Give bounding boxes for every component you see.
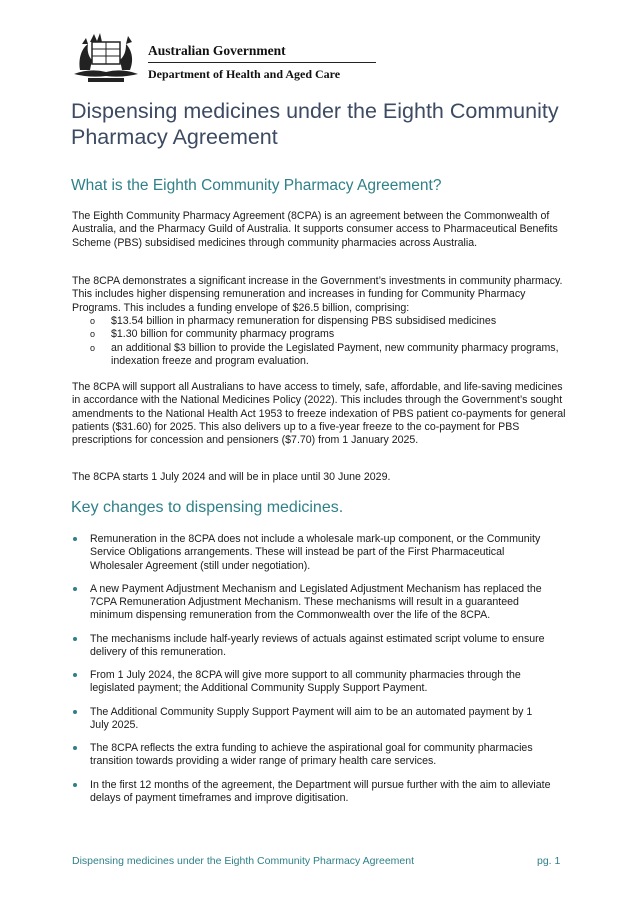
list-item: o an additional $3 billion to provide the Legislated Payment, new community pharmacy programs, indexation freeze and program evaluation.: [90, 341, 559, 367]
paragraph-intro: The Eighth Community Pharmacy Agreement (8CPA) is an agreement between the Commonwealth of Australia, and the Pharmacy Guild of Australia. It supports consumer access to Pharmaceutical Benefits Scheme (PBS) subsidised medicines through community pharmacies across Australia.: [72, 210, 558, 249]
paragraph-dates: The 8CPA starts 1 July 2024 and will be in place until 30 June 2029.: [72, 471, 391, 483]
section-heading-what-is: What is the Eighth Community Pharmacy Agreement?: [71, 177, 442, 194]
bullet-icon: [73, 673, 77, 677]
paragraph-access: The 8CPA will support all Australians to have access to timely, safe, affordable, and life-saving medicines in accordance with the National Medicines Policy (2022). This includes through the Government’s sought amendments to the National Health Act 1953 to freeze indexation of PBS patient co-payments for general patients ($31.60) for 2025. This also delivers up to a five-year freeze to the co-payment for PBS prescriptions for concession and pensioners ($7.70) from 1 January 2025.: [72, 381, 566, 447]
funding-list: [90, 315, 560, 368]
footer-title: Dispensing medicines under the Eighth Community Pharmacy Agreement: [72, 855, 415, 867]
hollow-bullet-icon: o: [90, 316, 96, 326]
list-item: The Additional Community Supply Support Payment will aim to be an automated payment by 1 July 2025.: [72, 706, 552, 733]
list-item: o $13.54 billion in pharmacy remuneration for dispensing PBS subsidised medicines: [90, 315, 497, 327]
list-item: From 1 July 2024, the 8CPA will give more support to all community pharmacies through the legislated payment; the Additional Community Supply Support Payment.: [72, 669, 552, 696]
hollow-bullet-icon: o: [90, 329, 96, 340]
page-number: pg. 1: [537, 855, 561, 867]
bullet-icon: [73, 587, 77, 591]
bullet-icon: [73, 746, 77, 750]
header-divider: [148, 62, 376, 63]
section-heading-key-changes: Key changes to dispensing medicines.: [71, 499, 344, 516]
bullet-icon: [73, 710, 77, 714]
list-item: In the first 12 months of the agreement, the Department will pursue further with the aim to alleviate delays of payment timeframes and improve digitisation.: [72, 779, 552, 806]
list-item: The mechanisms include half-yearly reviews of actuals against estimated script volume to ensure delivery of this remuneration.: [72, 633, 552, 660]
paragraph-investment: The 8CPA demonstrates a significant increase in the Government’s investments in community pharmacy. This includes higher dispensing remuneration and increases in funding for Community Pharmacy Programs. This includes a funding envelope of $26.5 billion, comprising:: [72, 275, 563, 314]
list-item: The 8CPA reflects the extra funding to achieve the aspirational goal for community pharmacies transition towards providing a wider range of primary health care services.: [72, 742, 552, 769]
bullet-icon: [73, 637, 77, 641]
bullet-icon: [73, 783, 77, 787]
hollow-bullet-icon: o: [90, 342, 96, 353]
list-item: A new Payment Adjustment Mechanism and Legislated Adjustment Mechanism has replaced the 7CPA Remuneration Adjustment Mechanism. These mechanisms will result in a guaranteed minimum dispensing remuneration from the Commonwealth over the life of the 8CPA.: [72, 583, 552, 623]
key-changes-list: [72, 533, 552, 815]
bullet-icon: [73, 537, 77, 541]
list-item: Remuneration in the 8CPA does not include a wholesale mark-up component, or the Community Service Obligations arrangements. These will instead be part of the First Pharmaceutical Wholesaler Agreement (still under negotiation).: [72, 533, 552, 573]
coat-of-arms-icon: [70, 30, 142, 84]
department-name: Department of Health and Aged Care: [148, 67, 341, 81]
page-title: Dispensing medicines under the Eighth Community Pharmacy Agreement: [71, 99, 559, 149]
list-item: o $1.30 billion for community pharmacy programs: [90, 328, 335, 341]
government-name: Australian Government: [148, 43, 286, 58]
government-header: [70, 30, 380, 86]
